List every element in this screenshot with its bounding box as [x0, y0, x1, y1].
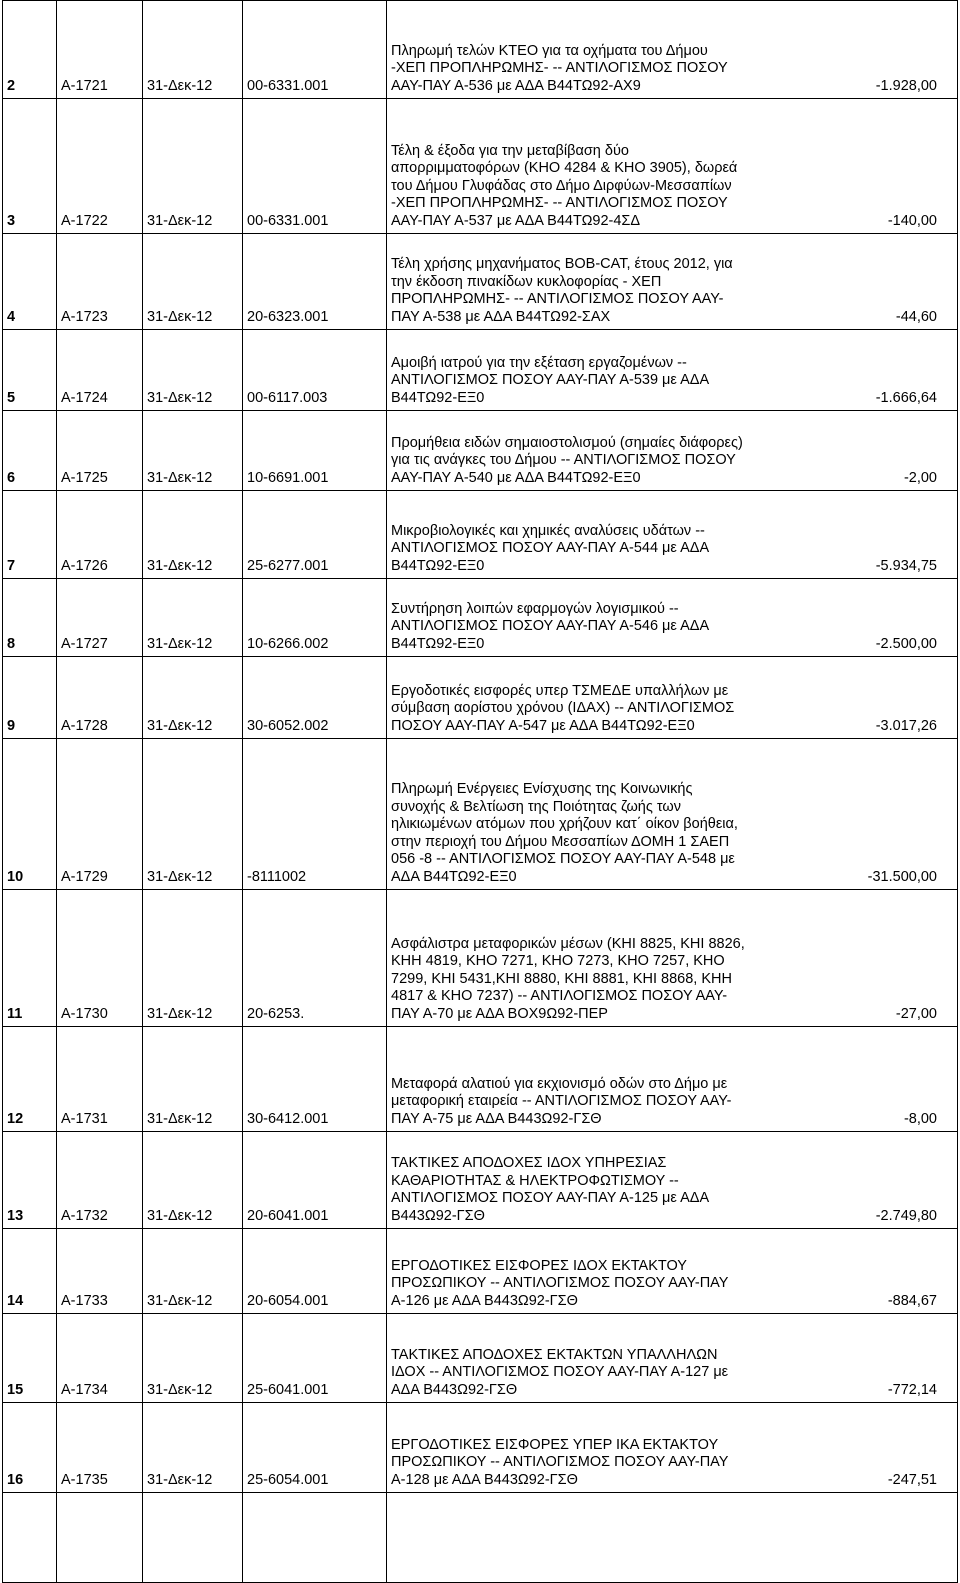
table-row — [3, 1403, 958, 1493]
entry-date: 31-Δεκ-12 — [143, 1229, 243, 1314]
amount-value: -247,51 — [887, 1471, 937, 1488]
account-code: 25-6054.001 — [243, 1403, 387, 1493]
amount-value: -2.749,80 — [875, 1207, 937, 1224]
entry-date: 31-Δεκ-12 — [143, 234, 243, 330]
description-text: ΕΡΓΟΔΟΤΙΚΕΣ ΕΙΣΦΟΡΕΣ ΥΠΕΡ ΙΚΑ ΕΚΤΑΚΤΟΥ ΠΡΟΣΩΠΙΚΟΥ -- ΑΝΤΙΛΟΓΙΣΜΟΣ ΠΟΣΟΥ ΑΑΥ-ΠΑΥ Α-128 με ΑΔΑ Β443Ω92-ΓΣΘ — [391, 1436, 729, 1488]
account-code: 20-6054.001 — [243, 1229, 387, 1314]
expense-ledger-table — [2, 0, 958, 1583]
entry-date: 31-Δεκ-12 — [143, 1027, 243, 1132]
entry-date: 31-Δεκ-12 — [143, 739, 243, 890]
account-code: 20-6323.001 — [243, 234, 387, 330]
description-cell — [387, 99, 958, 234]
description-cell — [387, 579, 958, 657]
row-number: 12 — [3, 1027, 57, 1132]
account-code: 30-6052.002 — [243, 657, 387, 739]
table-row — [3, 99, 958, 234]
description-text: Αμοιβή ιατρού για την εξέταση εργαζομένων -- ΑΝΤΙΛΟΓΙΣΜΟΣ ΠΟΣΟΥ ΑΑΥ-ΠΑΥ Α-539 με ΑΔΑ Β44ΤΩ92-ΕΞ0 — [391, 354, 710, 406]
account-code: 00-6117.003 — [243, 330, 387, 411]
table-row — [3, 1229, 958, 1314]
table-row — [3, 890, 958, 1027]
description-text: ΤΑΚΤΙΚΕΣ ΑΠΟΔΟΧΕΣ ΕΚΤΑΚΤΩΝ ΥΠΑΛΛΗΛΩΝ ΙΔΟΧ -- ΑΝΤΙΛΟΓΙΣΜΟΣ ΠΟΣΟΥ ΑΑΥ-ΠΑΥ Α-127 με ΑΔΑ Β443Ω92-ΓΣΘ — [391, 1346, 729, 1398]
row-number: 8 — [3, 579, 57, 657]
row-number: 5 — [3, 330, 57, 411]
entry-date: 31-Δεκ-12 — [143, 1403, 243, 1493]
entry-date: 31-Δεκ-12 — [143, 1, 243, 99]
amount-value: -772,14 — [887, 1381, 937, 1398]
row-number — [3, 1493, 57, 1583]
row-number: 7 — [3, 491, 57, 579]
table-row — [3, 657, 958, 739]
voucher-code: Α-1721 — [57, 1, 143, 99]
description-text: Μεταφορά αλατιού για εκχιονισμό οδών στο Δήμο με μεταφορική εταιρεία -- ΑΝΤΙΛΟΓΙΣΜΟΣ ΠΟΣΟΥ ΑΑΥ- ΠΑΥ Α-75 με ΑΔΑ Β443Ω92-ΓΣΘ — [391, 1075, 732, 1127]
description-cell — [387, 1229, 958, 1314]
table-row — [3, 234, 958, 330]
row-number: 10 — [3, 739, 57, 890]
description-text: Μικροβιολογικές και χημικές αναλύσεις υδάτων -- ΑΝΤΙΛΟΓΙΣΜΟΣ ΠΟΣΟΥ ΑΑΥ-ΠΑΥ Α-544 με ΑΔΑ Β44ΤΩ92-ΕΞ0 — [391, 522, 710, 574]
description-cell — [387, 1027, 958, 1132]
account-code: -8111002 — [243, 739, 387, 890]
row-number: 11 — [3, 890, 57, 1027]
amount-value: -44,60 — [895, 308, 937, 325]
table-row — [3, 1314, 958, 1403]
row-number: 14 — [3, 1229, 57, 1314]
table-row — [3, 1027, 958, 1132]
account-code: 20-6041.001 — [243, 1132, 387, 1229]
description-text: Τέλη χρήσης μηχανήματος ΒΟΒ-CAT, έτους 2012, για την έκδοση πινακίδων κυκλοφορίας - ΧΕΠ ΠΡΟΠΛΗΡΩΜΗΣ- -- ΑΝΤΙΛΟΓΙΣΜΟΣ ΠΟΣΟΥ ΑΑΥ- ΠΑΥ Α-538 με ΑΔΑ Β44ΤΩ92-ΣΑΧ — [391, 256, 733, 325]
account-code: 25-6041.001 — [243, 1314, 387, 1403]
description-cell — [387, 1, 958, 99]
amount-value: -140,00 — [887, 212, 937, 229]
voucher-code — [57, 1493, 143, 1583]
description-text: Ασφάλιστρα μεταφορικών μέσων (ΚΗΙ 8825, ΚΗΙ 8826, ΚΗΗ 4819, ΚΗΟ 7271, ΚΗΟ 7273, ΚΗΟ 7257, ΚΗΟ 7299, ΚΗΙ 5431,ΚΗΙ 8880, ΚΗΙ 8881, ΚΗΙ 8868, ΚΗΗ 4817 & ΚΗΟ 7237) -- ΑΝΤΙΛΟΓΙΣΜΟΣ ΠΟΣΟΥ ΑΑΥ- ΠΑΥ Α-70 με ΑΔΑ ΒΟΧ9Ω92-ΠΕΡ — [391, 935, 745, 1022]
table-row — [3, 1132, 958, 1229]
amount-value: -2.500,00 — [875, 635, 937, 652]
amount-value: -2,00 — [903, 469, 937, 486]
row-number: 15 — [3, 1314, 57, 1403]
table-row — [3, 1, 958, 99]
table-row — [3, 739, 958, 890]
row-number: 2 — [3, 1, 57, 99]
amount-value: -884,67 — [887, 1292, 937, 1309]
description-text: ΤΑΚΤΙΚΕΣ ΑΠΟΔΟΧΕΣ ΙΔΟΧ ΥΠΗΡΕΣΙΑΣ ΚΑΘΑΡΙΟΤΗΤΑΣ & ΗΛΕΚΤΡΟΦΩΤΙΣΜΟΥ -- ΑΝΤΙΛΟΓΙΣΜΟΣ ΠΟΣΟΥ ΑΑΥ-ΠΑΥ Α-125 με ΑΔΑ Β443Ω92-ΓΣΘ — [391, 1155, 710, 1224]
entry-date: 31-Δεκ-12 — [143, 330, 243, 411]
account-code: 00-6331.001 — [243, 1, 387, 99]
entry-date — [143, 1493, 243, 1583]
voucher-code: Α-1729 — [57, 739, 143, 890]
entry-date: 31-Δεκ-12 — [143, 411, 243, 491]
entry-date: 31-Δεκ-12 — [143, 890, 243, 1027]
voucher-code: Α-1725 — [57, 411, 143, 491]
description-text: Προμήθεια ειδών σημαιοστολισμού (σημαίες διάφορες) για τις ανάγκες του Δήμου -- ΑΝΤΙΛΟΓΙΣΜΟΣ ΠΟΣΟΥ ΑΑΥ-ΠΑΥ Α-540 με ΑΔΑ Β44ΤΩ92-ΕΞ0 — [391, 434, 743, 486]
account-code: 25-6277.001 — [243, 491, 387, 579]
description-text: ΕΡΓΟΔΟΤΙΚΕΣ ΕΙΣΦΟΡΕΣ ΙΔΟΧ ΕΚΤΑΚΤΟΥ ΠΡΟΣΩΠΙΚΟΥ -- ΑΝΤΙΛΟΓΙΣΜΟΣ ΠΟΣΟΥ ΑΑΥ-ΠΑΥ Α-126 με ΑΔΑ Β443Ω92-ΓΣΘ — [391, 1257, 729, 1309]
account-code — [243, 1493, 387, 1583]
account-code: 10-6266.002 — [243, 579, 387, 657]
voucher-code: Α-1733 — [57, 1229, 143, 1314]
table-row — [3, 491, 958, 579]
account-code: 00-6331.001 — [243, 99, 387, 234]
amount-value: -1.666,64 — [875, 389, 937, 406]
entry-date: 31-Δεκ-12 — [143, 99, 243, 234]
voucher-code: Α-1731 — [57, 1027, 143, 1132]
voucher-code: Α-1724 — [57, 330, 143, 411]
voucher-code: Α-1732 — [57, 1132, 143, 1229]
voucher-code: Α-1726 — [57, 491, 143, 579]
amount-value: -31.500,00 — [867, 868, 937, 885]
entry-date: 31-Δεκ-12 — [143, 657, 243, 739]
amount-value: -1.928,00 — [875, 77, 937, 94]
description-cell — [387, 234, 958, 330]
description-cell — [387, 1132, 958, 1229]
description-text: Συντήρηση λοιπών εφαρμογών λογισμικού -- ΑΝΤΙΛΟΓΙΣΜΟΣ ΠΟΣΟΥ ΑΑΥ-ΠΑΥ Α-546 με ΑΔΑ Β44ΤΩ92-ΕΞ0 — [391, 600, 710, 652]
amount-value: -3.017,26 — [875, 717, 937, 734]
description-cell — [387, 330, 958, 411]
entry-date: 31-Δεκ-12 — [143, 579, 243, 657]
entry-date: 31-Δεκ-12 — [143, 491, 243, 579]
voucher-code: Α-1734 — [57, 1314, 143, 1403]
description-cell — [387, 890, 958, 1027]
description-text: Πληρωμή τελών ΚΤΕΟ για τα οχήματα του Δήμου -ΧΕΠ ΠΡΟΠΛΗΡΩΜΗΣ- -- ΑΝΤΙΛΟΓΙΣΜΟΣ ΠΟΣΟΥ ΑΑΥ-ΠΑΥ Α-536 με ΑΔΑ Β44ΤΩ92-ΑΧ9 — [391, 42, 728, 94]
description-cell — [387, 739, 958, 890]
voucher-code: Α-1722 — [57, 99, 143, 234]
row-number: 16 — [3, 1403, 57, 1493]
row-number: 9 — [3, 657, 57, 739]
row-number: 6 — [3, 411, 57, 491]
entry-date: 31-Δεκ-12 — [143, 1132, 243, 1229]
description-text: Πληρωμή Ενέργειες Ενίσχυσης της Κοινωνικής συνοχής & Βελτίωση της Ποιότητας ζωής των ηλικιωμένων ατόμων που χρήζουν κατ΄ οίκον βοήθεια, στην περιοχή του Δήμου Μεσσαπίων ΔΟΜΗ 1 ΣΑΕΠ 056 -8 -- ΑΝΤΙΛΟΓΙΣΜΟΣ ΠΟΣΟΥ ΑΑΥ-ΠΑΥ Α-548 με ΑΔΑ Β44ΤΩ92-ΕΞ0 — [391, 781, 738, 885]
voucher-code: Α-1728 — [57, 657, 143, 739]
table-row — [3, 579, 958, 657]
row-number: 4 — [3, 234, 57, 330]
amount-value: -8,00 — [903, 1110, 937, 1127]
amount-value: -27,00 — [895, 1005, 937, 1022]
description-cell — [387, 1493, 958, 1583]
voucher-code: Α-1735 — [57, 1403, 143, 1493]
voucher-code: Α-1727 — [57, 579, 143, 657]
account-code: 20-6253. — [243, 890, 387, 1027]
description-cell — [387, 1403, 958, 1493]
table-row — [3, 330, 958, 411]
amount-value: -5.934,75 — [875, 557, 937, 574]
table-row — [3, 411, 958, 491]
ledger-body — [3, 1, 958, 1583]
row-number: 13 — [3, 1132, 57, 1229]
description-cell — [387, 657, 958, 739]
account-code: 10-6691.001 — [243, 411, 387, 491]
description-text: Εργοδοτικές εισφορές υπερ ΤΣΜΕΔΕ υπαλλήλων με σύμβαση αορίστου χρόνου (ΙΔΑΧ) -- ΑΝΤΙΛΟΓΙΣΜΟΣ ΠΟΣΟΥ ΑΑΥ-ΠΑΥ Α-547 με ΑΔΑ Β44ΤΩ92-ΕΞ0 — [391, 682, 735, 734]
entry-date: 31-Δεκ-12 — [143, 1314, 243, 1403]
account-code: 30-6412.001 — [243, 1027, 387, 1132]
description-cell — [387, 1314, 958, 1403]
voucher-code: Α-1723 — [57, 234, 143, 330]
voucher-code: Α-1730 — [57, 890, 143, 1027]
description-cell — [387, 411, 958, 491]
table-row — [3, 1493, 958, 1583]
description-cell — [387, 491, 958, 579]
description-text: Τέλη & έξοδα για την μεταβίβαση δύο απορριμματοφόρων (ΚΗΟ 4284 & ΚΗΟ 3905), δωρεά του Δήμου Γλυφάδας στο Δήμο Διρφύων-Μεσσαπίων -ΧΕΠ ΠΡΟΠΛΗΡΩΜΗΣ- -- ΑΝΤΙΛΟΓΙΣΜΟΣ ΠΟΣΟΥ ΑΑΥ-ΠΑΥ Α-537 με ΑΔΑ Β44ΤΩ92-4ΣΔ — [391, 142, 738, 229]
row-number: 3 — [3, 99, 57, 234]
